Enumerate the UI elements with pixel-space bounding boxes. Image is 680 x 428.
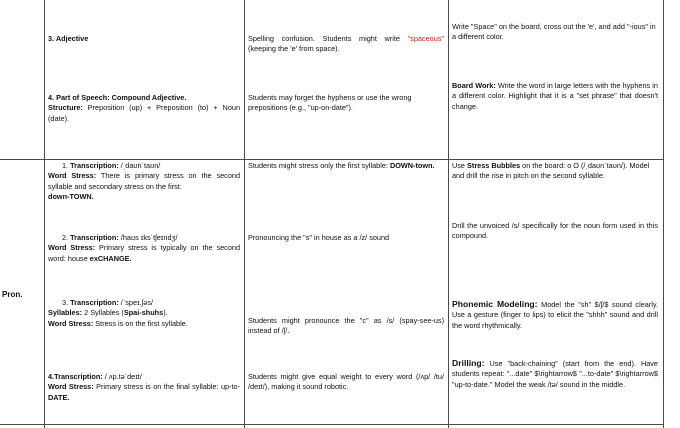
row1-remedy-text: Write "Space" on the board, cross out the 'e', and add "-ious" in a different color.: [452, 22, 656, 42]
row3-stress-word: down-TOWN.: [48, 192, 94, 202]
row-divider-bottom: [0, 424, 663, 425]
row4-stress-text: Primary stress is typically on the second word: house: [48, 243, 241, 263]
row5-pronunciation: [48, 298, 240, 329]
row3-error-bold: DOWN-town.: [387, 161, 435, 170]
row3-number: 1.: [62, 161, 69, 170]
section-label: Pron.: [2, 290, 23, 299]
row3-remedy-text: on the board: o O (/ˌdaʊnˈtaʊn/). Model and drill the rise in pitch on the second syllable.: [452, 161, 650, 181]
row-divider-top: [0, 159, 663, 160]
row2-remedy-text: Write the word in large letters with the hyphens in a different color. Highlight that it is a "set phrase" that doesn't change.: [452, 81, 658, 111]
row1-error-after: (keeping the 'e' from space).: [248, 44, 340, 54]
row1-remedy: [452, 22, 658, 43]
row5-error: [248, 316, 444, 337]
row6-error: [248, 372, 444, 393]
column-divider-1: [244, 0, 245, 428]
row6-transcription-value: / ʌp.təˈdeɪt/: [102, 372, 142, 381]
row6-stress-label: Word Stress:: [48, 382, 94, 392]
row4-remedy-text: Drill the unvoiced /s/ specifically for the noun form used in this compound.: [452, 221, 658, 241]
row3-pronunciation: [48, 161, 240, 203]
row2-structure-label: Structure:: [48, 103, 83, 113]
row4-transcription-label: Transcription:: [70, 233, 119, 242]
row2-title: 4. Part of Speech: Compound Adjective.: [48, 93, 187, 102]
row5-stress-text: Stress is on the first syllable.: [93, 318, 188, 328]
row6-transcription-label: 4.Transcription:: [48, 372, 103, 381]
row4-pronunciation: [48, 233, 240, 264]
row5-syllables-bold: Spai-shuhs: [123, 308, 164, 318]
row4-transcription-value: /haʊs ɪksˈtʃeɪndʒ/: [118, 233, 178, 242]
row5-remedy: [452, 299, 658, 331]
row5-syllables-text: 2 Syllables (: [82, 308, 124, 318]
row1-error-text: Spelling confusion. Students might write: [248, 34, 400, 43]
row6-remedy-label: Drilling:: [452, 358, 485, 368]
row6-remedy: [452, 358, 658, 390]
row6-remedy-text: Use "back-chaining" (start from the end). Have students repeat: "...date" $\rightarrow$ "...to-date" $\rightarrow$ "up-to-date." Model the weak /tə/ sound in the middle.: [452, 359, 658, 389]
row2-part-of-speech: [48, 93, 240, 124]
row2-structure-text: Preposition (up) + Preposition (to) + Noun (date).: [48, 103, 240, 123]
row1-title: 3. Adjective: [48, 34, 89, 43]
row5-syllables-end: ).: [163, 308, 168, 318]
row2-error: [248, 93, 444, 114]
row4-error-text: Pronouncing the "s" in house as a /z/ sound: [248, 233, 390, 242]
row4-error: [248, 233, 444, 243]
row3-remedy: [452, 161, 660, 182]
row6-stress-word: DATE.: [48, 392, 70, 402]
row6-pronunciation: [48, 372, 240, 403]
row5-remedy-text: Model the "sh" $/ʃ/$ sound clearly. Use a gesture (finger to lips) to elicit the "shhh" sound and drill the word rhythmically.: [452, 300, 658, 330]
row2-remedy: [452, 81, 658, 112]
row2-remedy-label: Board Work:: [452, 81, 496, 90]
row5-remedy-label: Phonemic Modeling:: [452, 299, 538, 309]
row3-stress-text: There is primary stress on the second syllable and secondary stress on the first:: [48, 171, 240, 191]
row5-stress-label: Word Stress:: [48, 318, 94, 328]
row4-stress-word: exCHANGE.: [89, 253, 132, 263]
row1-error: [248, 34, 444, 55]
row3-error: [248, 161, 444, 171]
row5-error-text: Students might pronounce the "c" as /s/ (spay-see-us) instead of /ʃ/.: [248, 316, 444, 336]
row4-stress-label: Word Stress:: [48, 243, 96, 253]
row1-error-highlight: "spaceous": [407, 34, 445, 43]
table-border-right: [663, 0, 664, 428]
row5-syllables-label: Syllables:: [48, 308, 83, 318]
row3-error-text: Students might stress only the first syllable:: [248, 161, 388, 170]
row5-number: 3.: [62, 298, 69, 307]
row4-remedy: [452, 221, 658, 242]
column-divider-2: [448, 0, 449, 428]
row2-error-text: Students may forget the hyphens or use the wrong prepositions (e.g., "up-on-date").: [248, 93, 412, 113]
row6-error-text: Students might give equal weight to every word (/ʌp/ /tu/ /deɪt/), making it sound robotic.: [248, 372, 444, 392]
table-border-left: [44, 0, 45, 428]
row3-remedy-label: Stress Bubbles: [467, 161, 521, 170]
row5-transcription-label: Transcription:: [70, 298, 119, 307]
row6-stress-text: Primary stress is on the final syllable: up-to-: [93, 382, 241, 392]
row3-transcription-label: Transcription:: [70, 161, 119, 170]
row4-number: 2.: [62, 233, 69, 242]
row3-remedy-pre: Use: [452, 161, 468, 170]
row1-part-of-speech: [48, 34, 240, 44]
row3-stress-label: Word Stress:: [48, 171, 97, 181]
row5-transcription-value: /ˈspeɪ.ʃəs/: [118, 298, 154, 307]
row3-transcription-value: /ˌdaʊnˈtaʊn/: [118, 161, 161, 170]
